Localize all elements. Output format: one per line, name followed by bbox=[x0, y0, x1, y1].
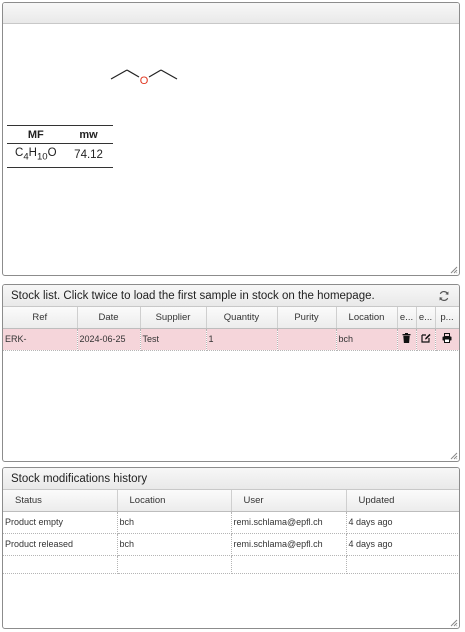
column-header-updated[interactable]: Updated bbox=[346, 490, 460, 511]
cell-purity bbox=[277, 328, 336, 350]
stock-table bbox=[3, 307, 460, 351]
print-cell bbox=[435, 328, 459, 350]
stock-table-header bbox=[3, 307, 459, 328]
edit-cell bbox=[416, 328, 435, 350]
table-row[interactable] bbox=[3, 511, 460, 533]
molecule-panel bbox=[2, 2, 460, 276]
resize-grip-icon[interactable] bbox=[450, 619, 458, 627]
column-header-e2[interactable]: e... bbox=[416, 307, 435, 328]
bond-c3-c4 bbox=[161, 70, 177, 79]
column-header-p[interactable]: p... bbox=[435, 307, 459, 328]
edit-icon[interactable] bbox=[421, 333, 431, 343]
cell-location: bch bbox=[336, 328, 397, 350]
molecular-formula: $C_4H_{10}O$ bbox=[7, 144, 65, 168]
cell-supplier: Test bbox=[140, 328, 206, 350]
trash-icon[interactable] bbox=[402, 333, 411, 343]
mw-header: mw bbox=[65, 126, 113, 144]
cell-ref: ERK- bbox=[3, 328, 77, 350]
column-header-supplier[interactable]: Supplier bbox=[140, 307, 206, 328]
cell-status: Product released bbox=[3, 533, 117, 555]
molecule-properties-table bbox=[7, 125, 113, 168]
table-row[interactable] bbox=[3, 533, 460, 555]
refresh-icon[interactable] bbox=[437, 289, 451, 303]
column-header-status[interactable]: Status bbox=[3, 490, 117, 511]
history-table-header bbox=[3, 490, 460, 511]
cell-user: remi.schlama@epfl.ch bbox=[231, 533, 346, 555]
molecular-weight: 74.12 bbox=[65, 144, 113, 168]
delete-cell bbox=[397, 328, 416, 350]
cell-user: remi.schlama@epfl.ch bbox=[231, 511, 346, 533]
table-row[interactable] bbox=[3, 328, 459, 350]
column-header-location[interactable]: Location bbox=[117, 490, 231, 511]
cell-date: 2024-06-25 bbox=[77, 328, 140, 350]
print-icon[interactable] bbox=[442, 333, 452, 343]
column-header-ref[interactable]: Ref bbox=[3, 307, 77, 328]
cell-status: Product empty bbox=[3, 511, 117, 533]
bond-c2-o bbox=[127, 70, 139, 77]
table-row-empty bbox=[3, 555, 460, 573]
resize-grip-icon[interactable] bbox=[450, 266, 458, 274]
column-header-date[interactable]: Date bbox=[77, 307, 140, 328]
cell-location: bch bbox=[117, 511, 231, 533]
bond-o-c3 bbox=[149, 70, 161, 77]
mf-header: MF bbox=[7, 126, 65, 144]
column-header-user[interactable]: User bbox=[231, 490, 346, 511]
cell-updated: 4 days ago bbox=[346, 533, 460, 555]
stock-history-header bbox=[3, 468, 459, 490]
stock-list-header bbox=[3, 285, 459, 307]
column-header-quantity[interactable]: Quantity bbox=[206, 307, 277, 328]
cell-quantity: 1 bbox=[206, 328, 277, 350]
cell-location: bch bbox=[117, 533, 231, 555]
molecule-structure bbox=[103, 59, 183, 91]
resize-grip-icon[interactable] bbox=[450, 452, 458, 460]
oxygen-atom-label: O bbox=[139, 75, 149, 87]
bond-c1-c2 bbox=[111, 70, 127, 79]
history-table bbox=[3, 490, 460, 574]
molecule-panel-header bbox=[3, 3, 459, 24]
cell-updated: 4 days ago bbox=[346, 511, 460, 533]
column-header-e1[interactable]: e... bbox=[397, 307, 416, 328]
stock-list-panel bbox=[2, 284, 460, 462]
stock-list-title: Stock list. Click twice to load the first sample in stock on the homepage. bbox=[11, 289, 375, 302]
column-header-location[interactable]: Location bbox=[336, 307, 397, 328]
stock-history-panel bbox=[2, 467, 460, 629]
stock-history-title: Stock modifications history bbox=[11, 472, 148, 485]
column-header-purity[interactable]: Purity bbox=[277, 307, 336, 328]
